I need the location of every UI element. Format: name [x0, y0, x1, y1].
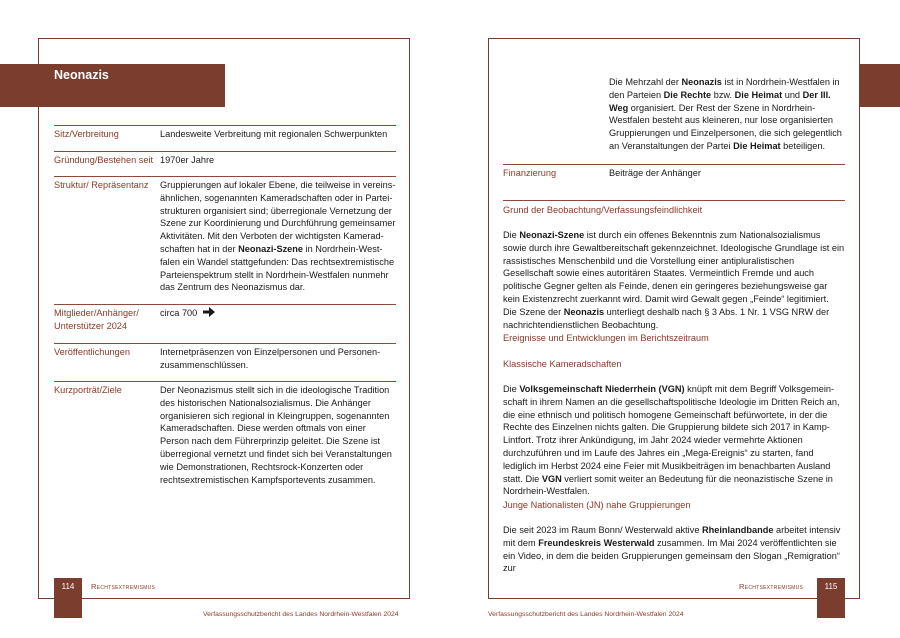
text-run: ist in Nordrhein-Westfalen in den Parteien	[609, 77, 840, 100]
text-run: beteiligen.	[780, 140, 826, 151]
heading-jn: Junge Nationalisten (JN) nahe Gruppierungen	[503, 500, 691, 510]
text-run: Die	[503, 230, 520, 240]
member-count: circa 700	[160, 308, 198, 318]
row-veroeffentlichungen	[54, 343, 396, 382]
bold-term: Die Heimat	[733, 140, 781, 151]
right-tab-marker	[860, 64, 900, 107]
page-number-left	[54, 578, 82, 618]
row-label: Gründung/Bestehen seit	[54, 155, 154, 165]
bold-term: Rheinlandbande	[701, 525, 774, 535]
row-value: 1970er Jahre	[160, 155, 215, 165]
page-title: Neonazis	[54, 68, 109, 82]
grund-paragraph	[503, 229, 845, 331]
text-run: arbeitet intensiv mit dem	[503, 525, 841, 548]
text-run: unterliegt deshalb nach § 3 Abs. 1 Nr. 1 VSG NRW der nachrichtendienstlichen Beobachtung.	[503, 306, 830, 330]
page-number: 114	[61, 582, 75, 591]
bold-term: Neonazis	[563, 306, 605, 317]
bold-term: Die Heimat	[734, 89, 783, 100]
text-run: Die Mehrzahl der	[609, 77, 682, 87]
intro-paragraph	[609, 76, 845, 153]
jn-paragraph	[503, 524, 845, 575]
page-number: 115	[824, 582, 838, 591]
row-label: Finanzierung	[503, 168, 557, 178]
bold-term: Die Rechte	[663, 89, 712, 100]
bold-term: Freundeskreis Westerwald	[538, 537, 655, 548]
row-label: Veröffentlichungen	[54, 347, 130, 357]
text-run: Gruppierungen auf lokaler Ebene, die teilweise in vereinsähnlichen, sogenannten Kameradschaften oder in Parteistrukturen organisiert sind; überregionale Vernetzung der Szene zur Koordinierung und Durchführung gemeinsamer Aktivitäten. Mit den Verboten der wichtigsten Kameradschaften hat in der	[160, 180, 396, 254]
text-run: zusammen. Im Mai 2024 veröffentlichten sie ein Video, in dem die beiden Gruppierungen gemeinsam den Slogan „Remigration“ zur	[503, 537, 840, 574]
text-run: Die	[503, 384, 520, 394]
row-value	[160, 307, 396, 320]
vgn-paragraph	[503, 383, 845, 498]
text-run: bzw.	[711, 89, 735, 100]
bold-term: Neonazi-Szene	[519, 230, 585, 240]
section-label-left: Rechtsextremismus	[91, 582, 156, 591]
row-label: Sitz/Verbreitung	[54, 129, 119, 139]
bold-term: VGN	[541, 473, 562, 484]
heading-ereignisse: Ereignisse und Entwicklungen im Berichtszeitraum	[503, 333, 709, 343]
bold-term: Neonazi-Szene	[238, 243, 303, 254]
row-label: Struktur/ Repräsentanz	[54, 180, 149, 190]
text-run: und	[782, 89, 803, 100]
footer-left: Verfassungsschutzbericht des Landes Nordrhein-Westfalen 2024	[203, 611, 399, 618]
row-value: Der Neonazismus stellt sich in die ideologische Tradition des historischen Nationalsozialismus. Die Anhänger organisieren sich regional in Kleingruppen, sogenannten Kameradschaften. Diese werden oftmals von einer Person nach dem Führerprinzip geleitet. Die Szene ist überregional vernetzt und findet sich bei Veranstaltungen wie Demonstrationen, Rechtsrock-Konzerten oder rechtsextremistischen Kampfsportevents zusammen.	[160, 385, 392, 485]
text-run: organisiert. Der Rest der Szene in Nordrhein-Westfalen besteht aus kleineren, nur lose organisierten Gruppierungen und Einzelpersonen, die sich gelegentlich an Veranstaltungen der Partei	[609, 102, 842, 151]
row-sitz	[54, 125, 396, 151]
text-run: ist durch ein offenes Bekenntnis zum Nationalsozialismus sowie durch ihre Gewaltbereitschaft gekennzeichnet. Ideologische Grundlage ist ein rassistisches Menschenbild und die Vorstellung einer antipluralistischen Gesellschaft sowie eines autoritären Staates. Vermeintlich Fremde und auch politische Gegner gelten als Feinde, denen ein geringeres beziehungsweise gar kein Existenzrecht zuerkannt wird. Damit wird Gewalt gegen „Feinde“ legitimiert. Die Szene der	[503, 230, 845, 317]
heading-klassisch: Klassische Kameradschaften	[503, 359, 622, 369]
row-label: Kurzporträt/Ziele	[54, 385, 122, 395]
row-value: Landesweite Verbreitung mit regionalen Schwerpunkten	[160, 129, 388, 139]
arrow-right-icon[interactable]	[203, 307, 215, 317]
section-label-right: Rechtsextremismus	[739, 582, 804, 591]
row-finanzierung	[503, 164, 845, 201]
row-value	[160, 179, 396, 294]
section-title-block	[0, 64, 225, 107]
bold-term: Volksgemeinschaft Niederrhein (VGN)	[519, 384, 685, 394]
heading-grund: Grund der Beobachtung/Verfassungsfeindlichkeit	[503, 205, 703, 215]
row-kurzportraet	[54, 381, 396, 492]
row-label: Mitglieder/Anhänger/ Unterstützer 2024	[54, 308, 139, 331]
text-run: Die seit 2023 im Raum Bonn/ Westerwald aktive	[503, 525, 702, 535]
text-run: verliert somit weiter an Bedeutung für die neonazistische Szene in Nordrhein-Westfalen.	[503, 473, 833, 497]
divider	[503, 200, 845, 201]
page-number-right	[817, 578, 845, 618]
text-run: knüpft mit dem Begriff Volksgemeinschaft in ihrem Namen an die gesellschaftspolitische Ideologie im Dritten Reich an, die eine ethnisch und politisch homogene Gemeinschaft befürwortete, in der die Rechte des Einzelnen nichts galten. Die Gruppierung bildete sich 2017 in Kamp-Lintfort. Trotz ihrer Ankündigung, im Jahr 2024 wieder vermehrte Aktionen durchzuführen und im Laufe des Jahres ein „Mega-Ereignis“ zu starten, fand lediglich im Herbst 2024 eine Feier mit Musikbeiträgen im benachbarten Ausland statt. Die	[503, 384, 840, 484]
row-gruendung	[54, 151, 396, 177]
row-value: Beiträge der Anhänger	[609, 168, 701, 178]
row-struktur	[54, 176, 396, 305]
row-mitglieder	[54, 304, 396, 344]
row-value: Internetpräsenzen von Einzelpersonen und Personenzusammenschlüssen.	[160, 347, 381, 370]
bold-term: Der III. Weg	[609, 89, 831, 113]
footer-right: Verfassungsschutzbericht des Landes Nordrhein-Westfalen 2024	[488, 611, 684, 618]
bold-term: Neonazis	[681, 77, 722, 87]
text-run: in Nordrhein-Westfalen ein Wandel stattgefunden: Das rechtsextremistische Parteienspektrum stellt in Nordrhein-Westfalen nunmehr das Zentrum des Neonazismus dar.	[160, 243, 395, 293]
